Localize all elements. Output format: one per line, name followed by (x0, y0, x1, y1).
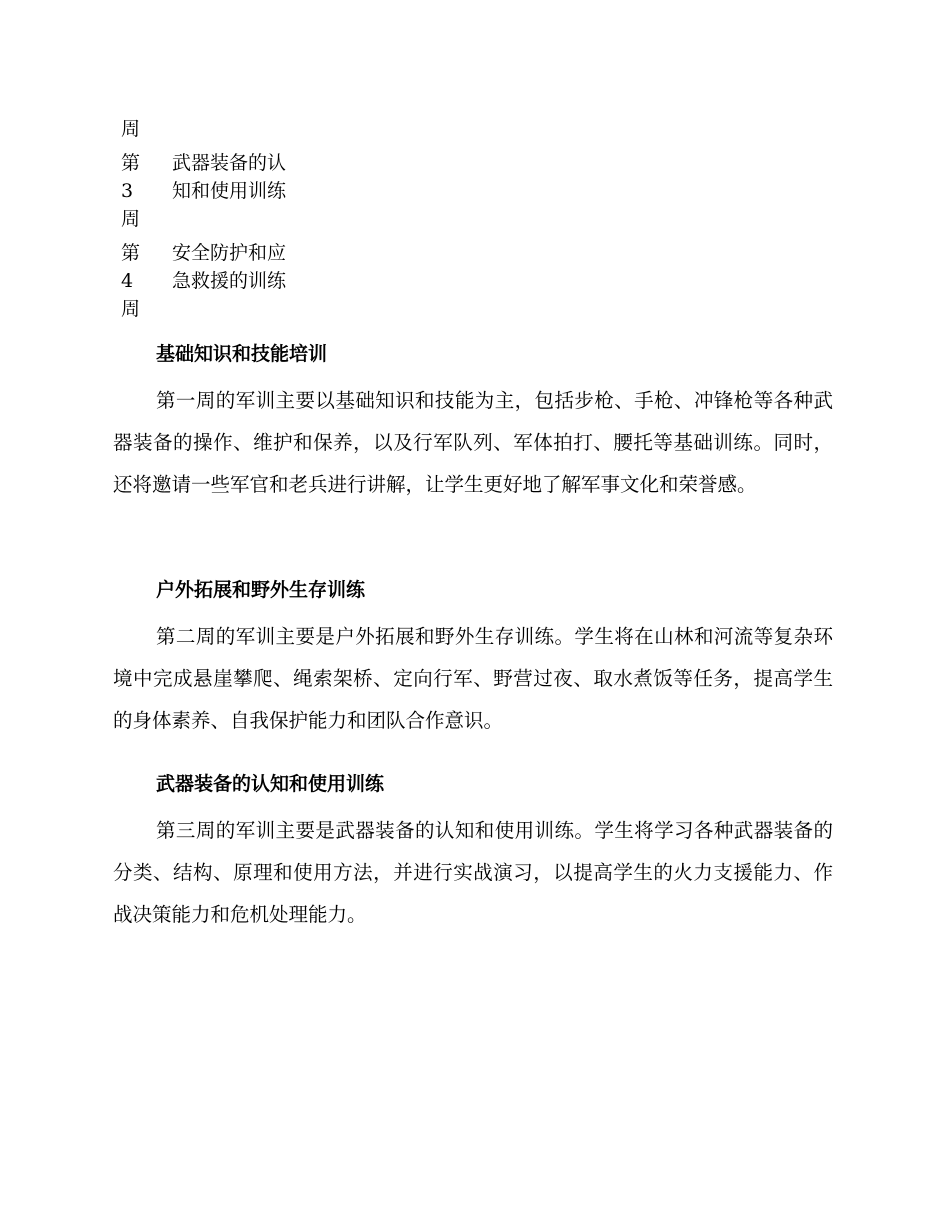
content-cell-line: 安全防护和应 (172, 242, 287, 264)
week-cell (121, 115, 172, 143)
table-row (121, 115, 341, 143)
week-cell (121, 149, 172, 233)
week-cell-line: 周 (121, 118, 141, 140)
week-cell (121, 239, 172, 323)
content-cell (172, 115, 332, 143)
table-row (121, 239, 341, 323)
week-cell-line: 3 (121, 180, 134, 202)
section-heading: 户外拓展和野外生存训练 (156, 579, 366, 601)
section-paragraph: 第一周的军训主要以基础知识和技能为主，包括步枪、手枪、冲锋枪等各种武器装备的操作、维护和保养，以及行军队列、军体拍打、腰托等基础训练。同时，还将邀请一些军官和老兵进行讲解，让学生更好地了解军事文化和荣誉感。 (113, 389, 833, 496)
content-cell (172, 149, 332, 233)
content-cell-line: 武器装备的认 (172, 152, 287, 174)
section-paragraph: 第二周的军训主要是户外拓展和野外生存训练。学生将在山林和河流等复杂环境中完成悬崖攀爬、绳索架桥、定向行军、野营过夜、取水煮饭等任务，提高学生的身体素养、自我保护能力和团队合作意识。 (113, 625, 833, 732)
section-heading: 武器装备的认知和使用训练 (156, 773, 385, 795)
content-cell (172, 239, 332, 323)
table-row (121, 149, 341, 233)
week-cell-line: 4 (121, 270, 134, 292)
schedule-table-fragment (121, 115, 341, 323)
section-outdoor-training (113, 576, 833, 742)
section-basic-training (113, 340, 833, 506)
week-cell-line: 第 (121, 152, 141, 174)
week-cell-line: 第 (121, 242, 141, 264)
content-cell-line: 知和使用训练 (172, 180, 287, 202)
week-cell-line: 周 (121, 208, 141, 230)
week-cell-line: 周 (121, 298, 141, 320)
content-cell-line: 急救援的训练 (172, 270, 287, 292)
section-heading: 基础知识和技能培训 (156, 343, 328, 365)
section-paragraph: 第三周的军训主要是武器装备的认知和使用训练。学生将学习各种武器装备的分类、结构、原理和使用方法，并进行实战演习，以提高学生的火力支援能力、作战决策能力和危机处理能力。 (113, 819, 833, 926)
section-weapons-training (113, 770, 833, 936)
